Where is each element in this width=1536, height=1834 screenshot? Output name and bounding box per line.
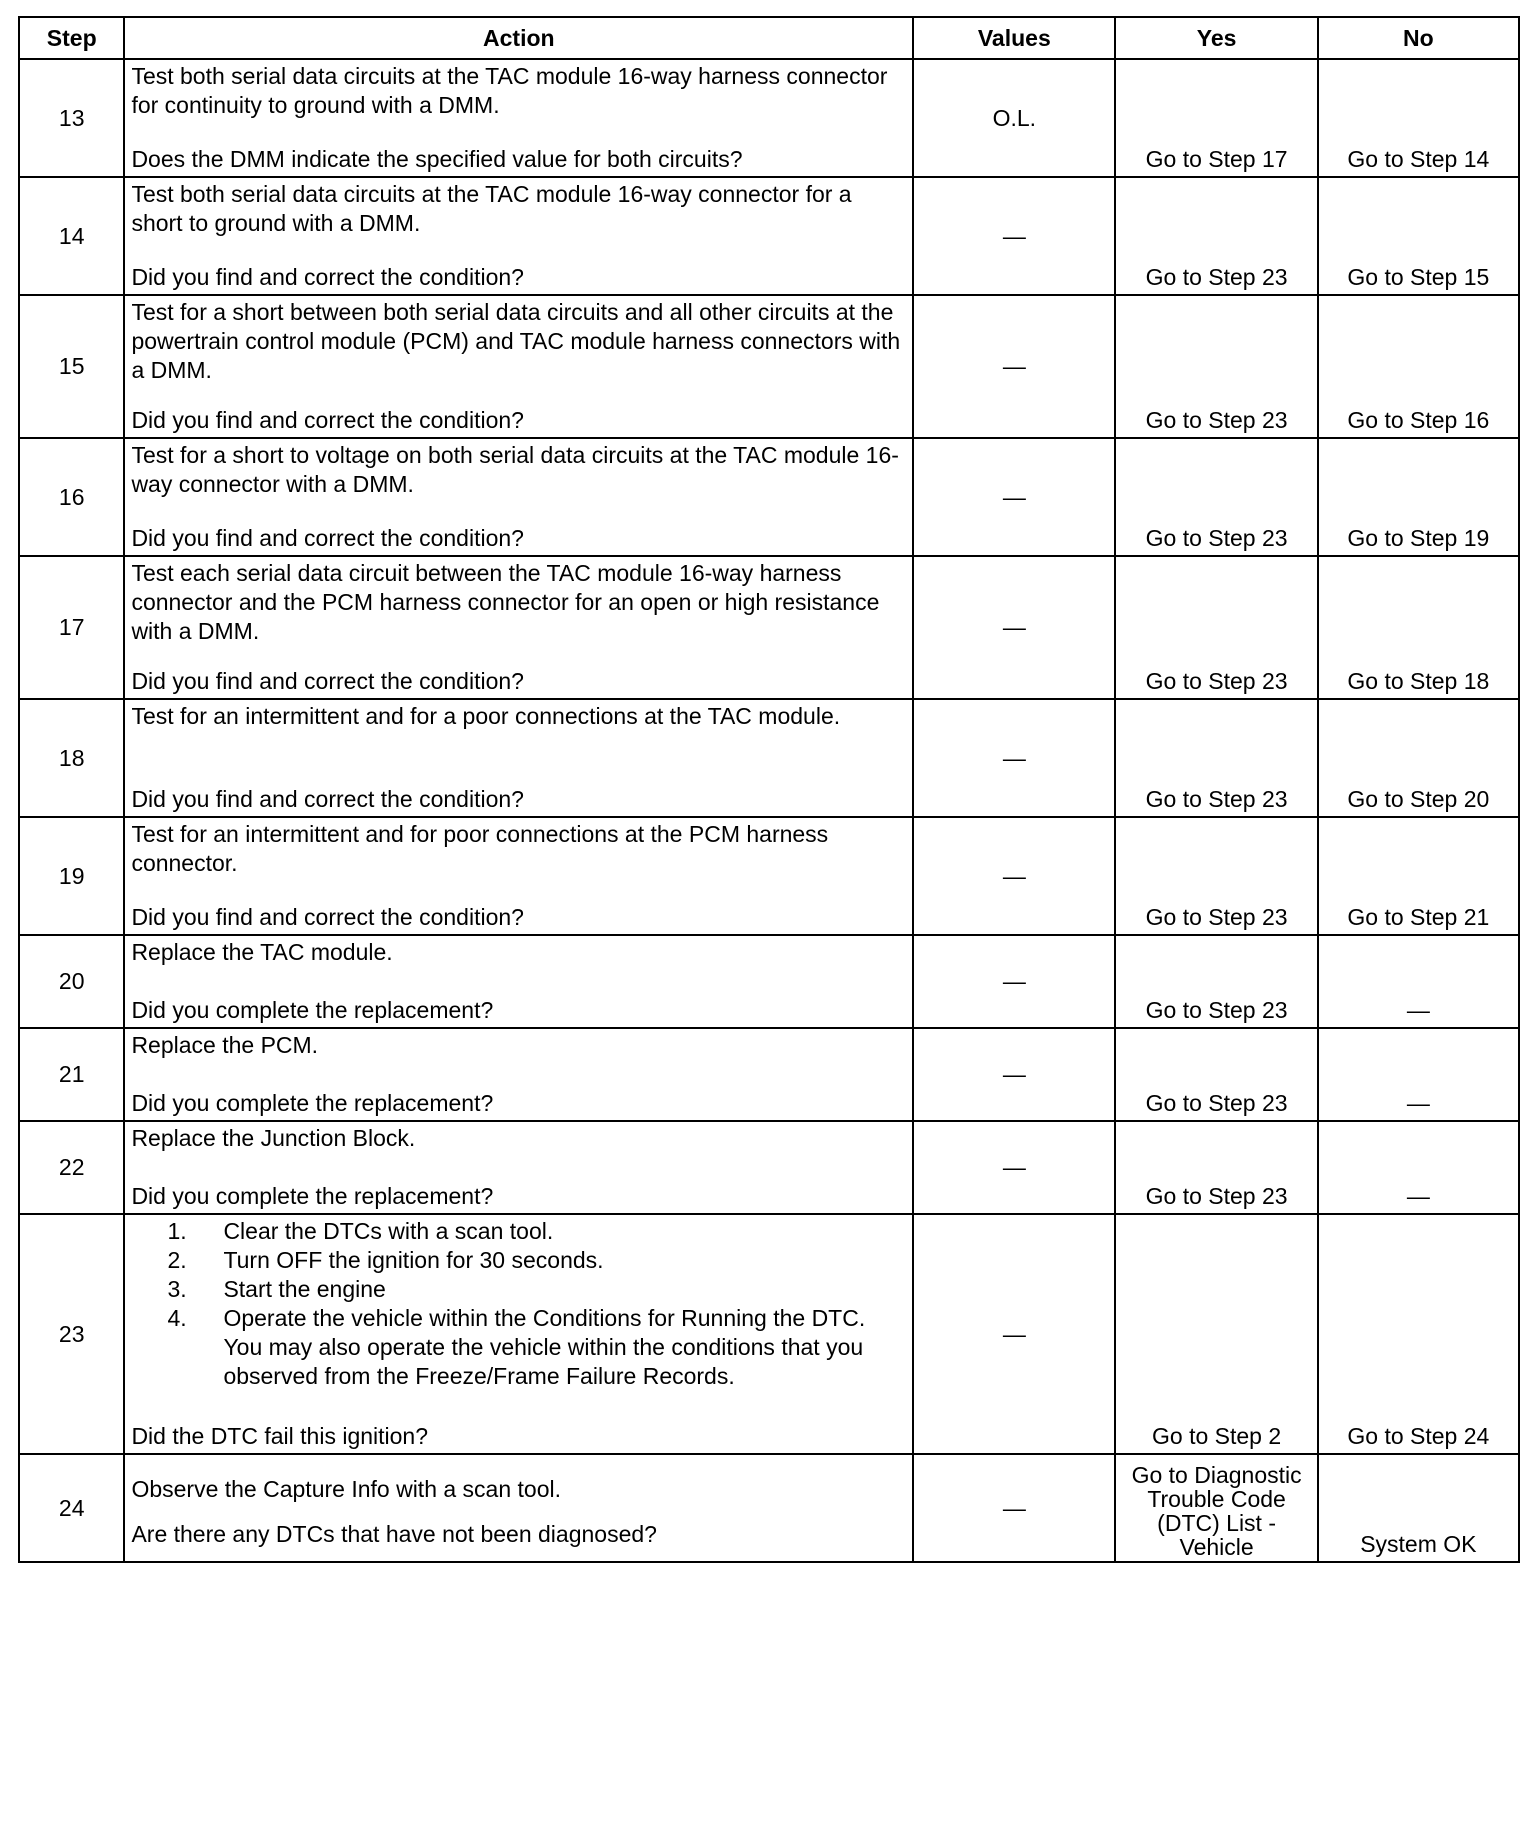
no-cell [1318, 1454, 1519, 1562]
action-cell [124, 817, 913, 935]
action-wrap [131, 1124, 906, 1211]
action-cell [124, 1454, 913, 1562]
yes-cell [1115, 935, 1317, 1028]
action-text: Replace the PCM. [131, 1032, 319, 1058]
yes-text: Go to Diagnostic Trouble Code (DTC) List - Vehicle [1131, 1462, 1302, 1560]
value-cell: — [913, 1214, 1115, 1454]
action-cell [124, 438, 913, 556]
no-cell [1318, 935, 1519, 1028]
yes-text: Go to Step 23 [1145, 997, 1288, 1023]
yes-cell [1115, 295, 1317, 438]
action-question: Did the DTC fail this ignition? [131, 1423, 429, 1449]
action-question: Did you find and correct the condition? [131, 525, 524, 551]
table-row [19, 177, 1519, 295]
no-text: Go to Step 24 [1347, 1423, 1490, 1449]
action-text: Test for an intermittent and for a poor connections at the TAC module. [131, 703, 841, 729]
action-cell [124, 699, 913, 817]
value-cell: — [913, 438, 1115, 556]
no-text: — [1406, 997, 1430, 1023]
action-question: Did you find and correct the condition? [131, 407, 524, 433]
action-text: Observe the Capture Info with a scan tool. [131, 1476, 562, 1502]
step-number: 20 [19, 935, 124, 1028]
yes-text: Go to Step 17 [1145, 146, 1288, 172]
list-item-number: 4. [167, 1305, 187, 1331]
header-action: Action [124, 17, 913, 59]
table-row [19, 1214, 1519, 1454]
action-cell [124, 295, 913, 438]
table-row [19, 438, 1519, 556]
no-cell [1318, 1214, 1519, 1454]
action-question: Did you find and correct the condition? [131, 786, 524, 812]
value-cell: — [913, 1454, 1115, 1562]
list-item-number: 1. [167, 1218, 187, 1244]
no-text: Go to Step 20 [1347, 786, 1490, 812]
action-text: Test both serial data circuits at the TAC module 16-way harness connector for continuity to ground with a DMM. [131, 63, 888, 118]
value-cell: — [913, 1121, 1115, 1214]
no-cell [1318, 295, 1519, 438]
no-text: System OK [1360, 1531, 1477, 1557]
list-item-text: Operate the vehicle within the Conditions for Running the DTC. You may also operate the vehicle within the conditions that you observed from the Freeze/Frame Failure Records. [223, 1305, 866, 1389]
no-cell [1318, 817, 1519, 935]
action-cell [124, 1121, 913, 1214]
yes-text: Go to Step 23 [1145, 786, 1288, 812]
action-wrap [131, 702, 906, 814]
action-text: Test both serial data circuits at the TAC module 16-way connector for a short to ground with a DMM. [131, 181, 852, 236]
action-wrap [131, 938, 906, 1025]
step-number: 17 [19, 556, 124, 699]
action-cell [124, 59, 913, 177]
action-cell [124, 1214, 913, 1454]
action-question: Did you complete the replacement? [131, 1090, 494, 1116]
table-row [19, 817, 1519, 935]
action-text: Test for a short to voltage on both serial data circuits at the TAC module 16-way connector with a DMM. [131, 442, 899, 497]
yes-cell [1115, 1454, 1317, 1562]
action-question: Did you find and correct the condition? [131, 904, 524, 930]
list-item [167, 1246, 906, 1275]
table-row [19, 1454, 1519, 1562]
value-cell: — [913, 295, 1115, 438]
no-text: Go to Step 21 [1347, 904, 1490, 930]
action-question: Does the DMM indicate the specified value for both circuits? [131, 146, 743, 172]
no-cell [1318, 1028, 1519, 1121]
action-cell [124, 935, 913, 1028]
action-wrap [131, 441, 906, 553]
step-number: 15 [19, 295, 124, 438]
yes-cell [1115, 177, 1317, 295]
table-row [19, 1028, 1519, 1121]
no-cell [1318, 1121, 1519, 1214]
action-question: Are there any DTCs that have not been diagnosed? [131, 1521, 657, 1547]
table-row [19, 1121, 1519, 1214]
step-number: 21 [19, 1028, 124, 1121]
yes-text: Go to Step 23 [1145, 1090, 1288, 1116]
no-text: Go to Step 14 [1347, 146, 1490, 172]
yes-cell [1115, 556, 1317, 699]
action-wrap [131, 180, 906, 292]
value-cell: — [913, 817, 1115, 935]
yes-text: Go to Step 2 [1152, 1423, 1282, 1449]
no-text: Go to Step 15 [1347, 264, 1490, 290]
yes-text: Go to Step 23 [1145, 264, 1288, 290]
step-number: 19 [19, 817, 124, 935]
action-text: Test for a short between both serial data circuits and all other circuits at the powertrain control module (PCM) and TAC module harness connectors with a DMM. [131, 299, 901, 383]
step-number: 16 [19, 438, 124, 556]
yes-cell [1115, 1028, 1317, 1121]
step-number: 22 [19, 1121, 124, 1214]
action-text: Test each serial data circuit between the TAC module 16-way harness connector and the PCM harness connector for an open or high resistance with a DMM. [131, 560, 880, 644]
value-cell: — [913, 699, 1115, 817]
action-wrap [131, 1457, 906, 1559]
step-number: 18 [19, 699, 124, 817]
action-wrap [131, 1217, 906, 1451]
value-cell: O.L. [913, 59, 1115, 177]
yes-text: Go to Step 23 [1145, 904, 1288, 930]
list-item-text: Start the engine [223, 1276, 386, 1302]
list-item-text: Turn OFF the ignition for 30 seconds. [223, 1247, 604, 1273]
list-item [167, 1275, 906, 1304]
no-text: Go to Step 19 [1347, 525, 1490, 551]
action-text: Replace the TAC module. [131, 939, 393, 965]
yes-text: Go to Step 23 [1145, 525, 1288, 551]
no-cell [1318, 438, 1519, 556]
action-question: Did you find and correct the condition? [131, 668, 524, 694]
table-row [19, 935, 1519, 1028]
action-wrap [131, 1031, 906, 1118]
yes-cell [1115, 438, 1317, 556]
table-row [19, 295, 1519, 438]
action-cell [124, 556, 913, 699]
action-text: Replace the Junction Block. [131, 1125, 416, 1151]
value-cell: — [913, 556, 1115, 699]
action-question: Did you complete the replacement? [131, 997, 494, 1023]
list-item-text: Clear the DTCs with a scan tool. [223, 1218, 554, 1244]
no-cell [1318, 59, 1519, 177]
value-cell: — [913, 177, 1115, 295]
no-text: — [1406, 1183, 1430, 1209]
action-wrap [131, 298, 906, 435]
table-row [19, 699, 1519, 817]
table-row [19, 556, 1519, 699]
action-wrap [131, 62, 906, 174]
yes-text: Go to Step 23 [1145, 668, 1288, 694]
yes-cell [1115, 817, 1317, 935]
header-values: Values [913, 17, 1115, 59]
no-cell [1318, 177, 1519, 295]
no-cell [1318, 699, 1519, 817]
table-row [19, 59, 1519, 177]
action-cell [124, 177, 913, 295]
yes-text: Go to Step 23 [1145, 407, 1288, 433]
header-step: Step [19, 17, 124, 59]
value-cell: — [913, 1028, 1115, 1121]
action-steps-list [131, 1217, 906, 1391]
header-no: No [1318, 17, 1519, 59]
diagnostic-table [18, 16, 1520, 1563]
action-wrap [131, 820, 906, 932]
no-text: — [1406, 1090, 1430, 1116]
list-item-number: 2. [167, 1247, 187, 1273]
action-question: Did you complete the replacement? [131, 1183, 494, 1209]
yes-text: Go to Step 23 [1145, 1183, 1288, 1209]
no-text: Go to Step 16 [1347, 407, 1490, 433]
value-cell: — [913, 935, 1115, 1028]
yes-cell [1115, 1121, 1317, 1214]
yes-cell [1115, 1214, 1317, 1454]
no-cell [1318, 556, 1519, 699]
step-number: 23 [19, 1214, 124, 1454]
list-item-number: 3. [167, 1276, 187, 1302]
step-number: 13 [19, 59, 124, 177]
step-number: 14 [19, 177, 124, 295]
yes-cell [1115, 59, 1317, 177]
list-item [167, 1304, 906, 1391]
list-item [167, 1217, 906, 1246]
header-yes: Yes [1115, 17, 1317, 59]
header-row [19, 17, 1519, 59]
step-number: 24 [19, 1454, 124, 1562]
yes-cell [1115, 699, 1317, 817]
no-text: Go to Step 18 [1347, 668, 1490, 694]
action-text: Test for an intermittent and for poor connections at the PCM harness connector. [131, 821, 829, 876]
action-cell [124, 1028, 913, 1121]
action-wrap [131, 559, 906, 696]
action-question: Did you find and correct the condition? [131, 264, 524, 290]
